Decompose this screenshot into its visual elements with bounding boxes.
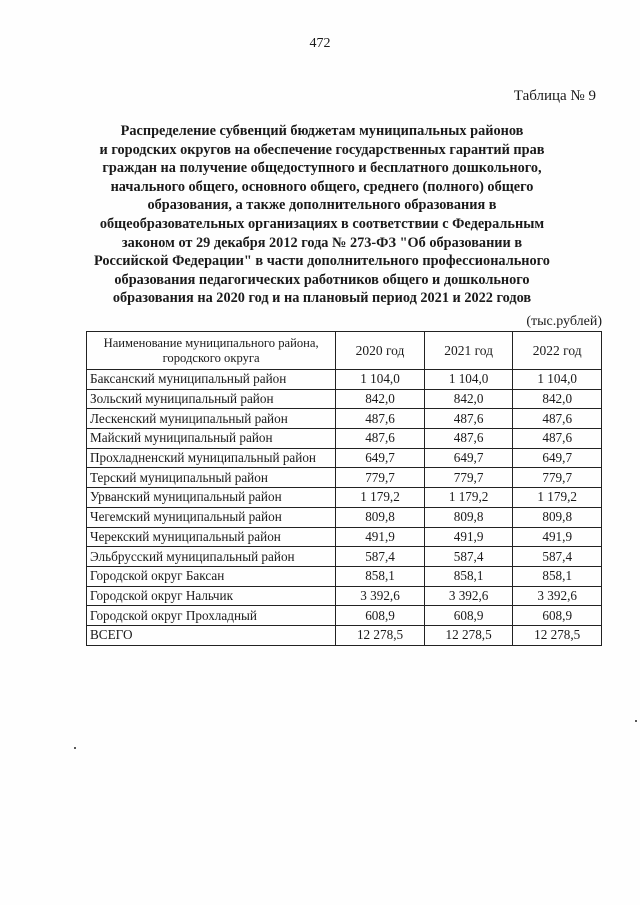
cell-name: Лескенский муниципальный район: [87, 409, 336, 429]
cell-name: Эльбрусский муниципальный район: [87, 547, 336, 567]
cell-value: 858,1: [336, 566, 425, 586]
cell-value: 3 392,6: [424, 586, 513, 606]
cell-value: 858,1: [424, 566, 513, 586]
cell-name: ВСЕГО: [87, 625, 336, 645]
title-line: образования на 2020 год и на плановый период 2021 и 2022 годов: [112, 290, 532, 307]
cell-name: Урванский муниципальный район: [87, 488, 336, 508]
title-line: образования, а также дополнительного образования в: [147, 197, 497, 214]
title-line: образования педагогических работников общего и дошкольного: [114, 271, 530, 288]
cell-value: 12 278,5: [336, 625, 425, 645]
cell-value: 842,0: [336, 389, 425, 409]
table-row: [87, 370, 602, 390]
cell-value: 487,6: [336, 409, 425, 429]
title-line: начального общего, основного общего, среднего (полного) общего: [110, 178, 534, 195]
document-title: [70, 122, 574, 308]
table-body: [87, 370, 602, 646]
cell-value: 1 104,0: [513, 370, 602, 390]
units-label: (тыс.рублей): [526, 314, 602, 329]
cell-value: 587,4: [513, 547, 602, 567]
cell-value: 1 104,0: [336, 370, 425, 390]
table-row: [87, 448, 602, 468]
header-year-2022: 2022 год: [513, 332, 602, 370]
cell-name: Черекский муниципальный район: [87, 527, 336, 547]
cell-value: 3 392,6: [336, 586, 425, 606]
cell-value: 779,7: [336, 468, 425, 488]
cell-value: 1 179,2: [424, 488, 513, 508]
title-line: законом от 29 декабря 2012 года № 273-ФЗ "Об образовании в: [121, 234, 523, 251]
cell-value: 608,9: [513, 606, 602, 626]
cell-value: 779,7: [513, 468, 602, 488]
cell-value: 491,9: [513, 527, 602, 547]
table-row: [87, 429, 602, 449]
cell-value: 587,4: [424, 547, 513, 567]
cell-name: Прохладненский муниципальный район: [87, 448, 336, 468]
cell-name: Городской округ Баксан: [87, 566, 336, 586]
cell-value: 487,6: [513, 429, 602, 449]
cell-name: Чегемский муниципальный район: [87, 507, 336, 527]
header-year-2020: 2020 год: [336, 332, 425, 370]
table-row: [87, 625, 602, 645]
table-row: [87, 488, 602, 508]
cell-name: Майский муниципальный район: [87, 429, 336, 449]
cell-value: 12 278,5: [424, 625, 513, 645]
cell-value: 491,9: [424, 527, 513, 547]
cell-value: 649,7: [424, 448, 513, 468]
cell-value: 487,6: [513, 409, 602, 429]
cell-value: 649,7: [513, 448, 602, 468]
table-row: [87, 409, 602, 429]
cell-value: 3 392,6: [513, 586, 602, 606]
cell-value: 608,9: [424, 606, 513, 626]
cell-value: 842,0: [424, 389, 513, 409]
table-row: [87, 527, 602, 547]
table-row: [87, 547, 602, 567]
cell-value: 1 179,2: [336, 488, 425, 508]
cell-value: 649,7: [336, 448, 425, 468]
subvention-table: [86, 331, 602, 646]
title-line: и городских округов на обеспечение государственных гарантий прав: [99, 141, 545, 158]
cell-value: 809,8: [513, 507, 602, 527]
table-row: [87, 507, 602, 527]
cell-name: Городской округ Прохладный: [87, 606, 336, 626]
page-number: 472: [309, 36, 331, 51]
cell-value: 809,8: [424, 507, 513, 527]
title-line: граждан на получение общедоступного и бесплатного дошкольного,: [102, 160, 542, 177]
header-year-2021: 2021 год: [424, 332, 513, 370]
cell-value: 487,6: [424, 429, 513, 449]
scan-mark: [74, 747, 76, 749]
scan-mark: [635, 720, 637, 722]
cell-value: 858,1: [513, 566, 602, 586]
cell-value: 608,9: [336, 606, 425, 626]
title-line: общеобразовательных организациях в соответствии с Федеральным: [99, 215, 545, 232]
table-row: [87, 586, 602, 606]
cell-value: 842,0: [513, 389, 602, 409]
table-row: [87, 606, 602, 626]
header-name: Наименование муниципального района, городского округа: [87, 332, 336, 370]
table-row: [87, 468, 602, 488]
table-row: [87, 566, 602, 586]
cell-name: Городской округ Нальчик: [87, 586, 336, 606]
cell-value: 1 179,2: [513, 488, 602, 508]
cell-value: 809,8: [336, 507, 425, 527]
cell-value: 487,6: [424, 409, 513, 429]
title-line: Распределение субвенций бюджетам муниципальных районов: [120, 123, 524, 139]
title-line: Российской Федерации" в части дополнительного профессионального: [94, 253, 550, 270]
table-label: Таблица № 9: [513, 88, 596, 104]
cell-value: 779,7: [424, 468, 513, 488]
cell-value: 491,9: [336, 527, 425, 547]
cell-value: 1 104,0: [424, 370, 513, 390]
cell-name: Баксанский муниципальный район: [87, 370, 336, 390]
cell-value: 587,4: [336, 547, 425, 567]
cell-value: 12 278,5: [513, 625, 602, 645]
cell-name: Зольский муниципальный район: [87, 389, 336, 409]
table-header-row: [87, 332, 602, 370]
cell-value: 487,6: [336, 429, 425, 449]
cell-name: Терский муниципальный район: [87, 468, 336, 488]
table-row: [87, 389, 602, 409]
